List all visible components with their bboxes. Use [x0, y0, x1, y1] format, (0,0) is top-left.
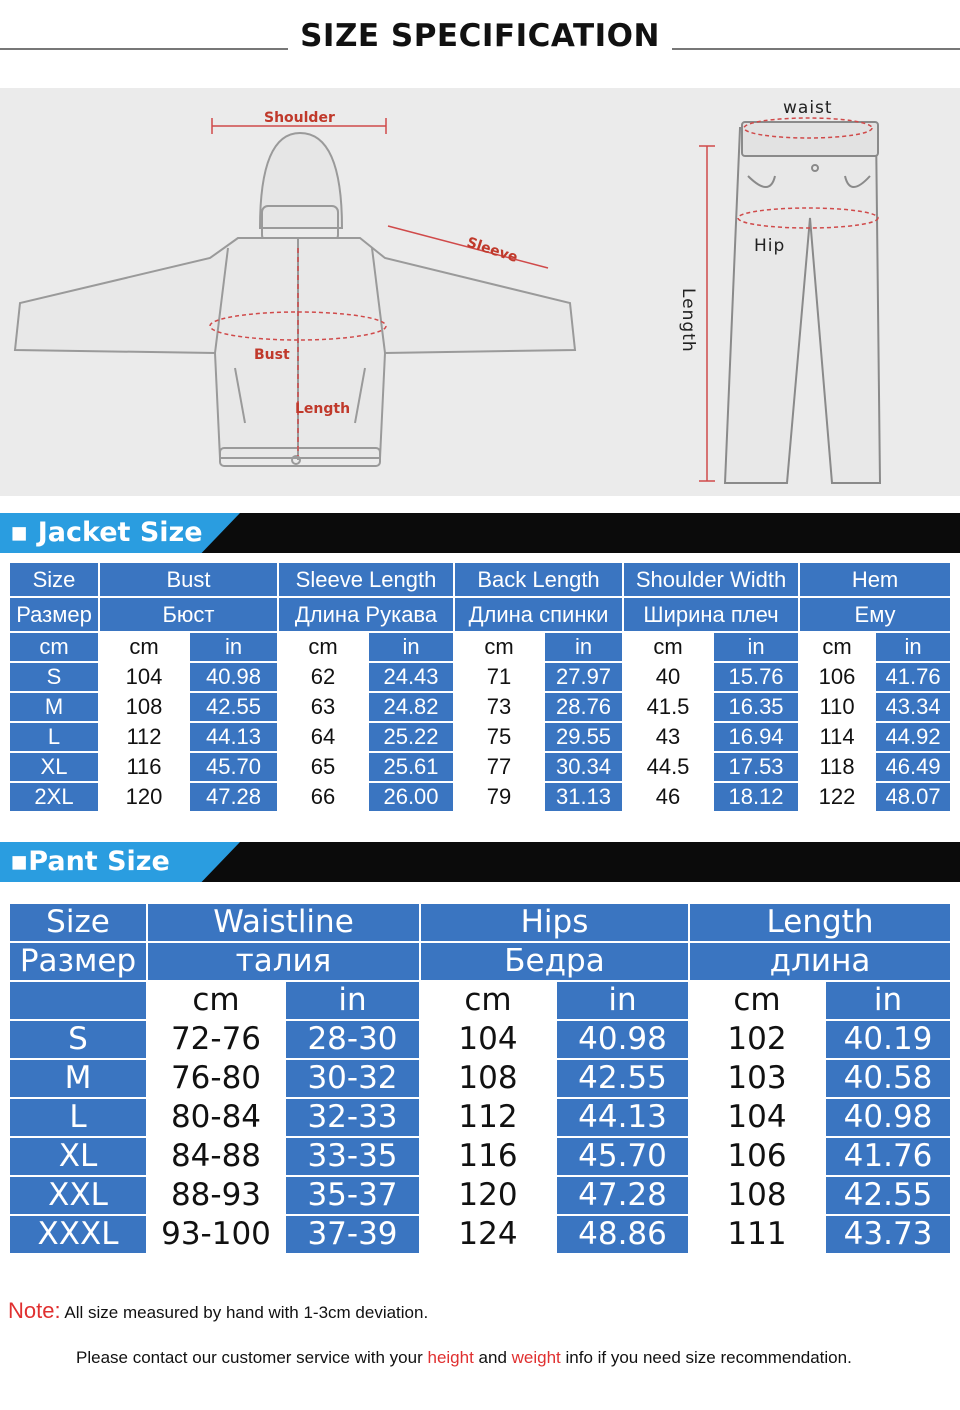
- jacket-sleeve-header-ru: Длина Рукава: [278, 597, 454, 632]
- page-title: SIZE SPECIFICATION: [288, 18, 672, 54]
- size-cell: XXXL: [9, 1215, 147, 1254]
- pant-size-table: [8, 902, 952, 1255]
- unit-cell: cm: [420, 981, 556, 1020]
- value-cell: 116: [99, 752, 189, 782]
- height-word: height: [427, 1348, 474, 1367]
- value-cell: 43.73: [825, 1215, 951, 1254]
- value-cell: 42.55: [189, 692, 278, 722]
- value-cell: 46: [623, 782, 713, 812]
- size-cell: L: [9, 722, 99, 752]
- value-cell: 75: [454, 722, 544, 752]
- value-cell: 33-35: [285, 1137, 420, 1176]
- table-row: [9, 1098, 951, 1137]
- value-cell: 44.5: [623, 752, 713, 782]
- unit-cell: cm: [9, 632, 99, 662]
- jacket-shoulder-header-ru: Ширина плеч: [623, 597, 799, 632]
- value-cell: 43: [623, 722, 713, 752]
- value-cell: 120: [420, 1176, 556, 1215]
- pant-units-row: [9, 981, 951, 1020]
- value-cell: 16.94: [713, 722, 799, 752]
- unit-cell: in: [544, 632, 623, 662]
- value-cell: 106: [689, 1137, 825, 1176]
- pant-header-en: [9, 903, 951, 942]
- unit-cell: cm: [99, 632, 189, 662]
- value-cell: 77: [454, 752, 544, 782]
- value-cell: 73: [454, 692, 544, 722]
- value-cell: 40.98: [556, 1020, 689, 1059]
- value-cell: 108: [689, 1176, 825, 1215]
- contact-text-a: Please contact our customer service with your: [76, 1348, 428, 1367]
- value-cell: 46.49: [875, 752, 951, 782]
- value-cell: 84-88: [147, 1137, 285, 1176]
- value-cell: 80-84: [147, 1098, 285, 1137]
- unit-cell: in: [825, 981, 951, 1020]
- jacket-back-header-ru: Длина спинки: [454, 597, 623, 632]
- pant-size-header-ru: Размер: [9, 942, 147, 981]
- value-cell: 108: [420, 1059, 556, 1098]
- value-cell: 40.58: [825, 1059, 951, 1098]
- value-cell: 41.76: [875, 662, 951, 692]
- pant-drawing: [725, 122, 880, 483]
- contact-and: and: [473, 1348, 512, 1367]
- jacket-section-band: [0, 513, 960, 553]
- unit-cell: cm: [689, 981, 825, 1020]
- table-row: [9, 1020, 951, 1059]
- unit-cell: cm: [278, 632, 368, 662]
- size-cell: L: [9, 1098, 147, 1137]
- jacket-size-table: [8, 561, 952, 813]
- value-cell: 48.86: [556, 1215, 689, 1254]
- weight-word: weight: [511, 1348, 561, 1367]
- value-cell: 41.76: [825, 1137, 951, 1176]
- value-cell: 47.28: [556, 1176, 689, 1215]
- value-cell: 25.22: [368, 722, 454, 752]
- value-cell: 17.53: [713, 752, 799, 782]
- pant-length-label: Length: [678, 288, 698, 353]
- note-line: [8, 1298, 428, 1324]
- pant-hips-header-ru: Бедра: [420, 942, 689, 981]
- value-cell: 111: [689, 1215, 825, 1254]
- unit-cell: in: [875, 632, 951, 662]
- jacket-size-header-ru: Размер: [9, 597, 99, 632]
- unit-cell: in: [556, 981, 689, 1020]
- pant-section-title: ▪Pant Size: [10, 846, 170, 877]
- value-cell: 104: [689, 1098, 825, 1137]
- value-cell: 106: [799, 662, 875, 692]
- note-text: All size measured by hand with 1-3cm deviation.: [64, 1303, 429, 1322]
- value-cell: 76-80: [147, 1059, 285, 1098]
- table-row: [9, 1137, 951, 1176]
- unit-cell: cm: [147, 981, 285, 1020]
- jacket-back-header: Back Length: [454, 562, 623, 597]
- pant-hips-header: Hips: [420, 903, 689, 942]
- value-cell: 28.76: [544, 692, 623, 722]
- note-label: Note:: [8, 1298, 61, 1323]
- value-cell: 37-39: [285, 1215, 420, 1254]
- jacket-bust-header: Bust: [99, 562, 278, 597]
- jacket-hem-header-ru: Ему: [799, 597, 951, 632]
- value-cell: 15.76: [713, 662, 799, 692]
- jacket-section-title: ▪ Jacket Size: [10, 517, 203, 548]
- size-cell: M: [9, 1059, 147, 1098]
- size-cell: XL: [9, 752, 99, 782]
- value-cell: 72-76: [147, 1020, 285, 1059]
- value-cell: 43.34: [875, 692, 951, 722]
- table-row: [9, 1059, 951, 1098]
- value-cell: 118: [799, 752, 875, 782]
- pant-size-header: Size: [9, 903, 147, 942]
- table-row: [9, 662, 951, 692]
- size-cell: 2XL: [9, 782, 99, 812]
- jacket-header-en: [9, 562, 951, 597]
- size-cell: XL: [9, 1137, 147, 1176]
- pant-waist-header: Waistline: [147, 903, 420, 942]
- table-row: [9, 1215, 951, 1254]
- jacket-units-row: [9, 632, 951, 662]
- value-cell: 104: [420, 1020, 556, 1059]
- value-cell: 79: [454, 782, 544, 812]
- unit-cell: cm: [454, 632, 544, 662]
- value-cell: 45.70: [556, 1137, 689, 1176]
- unit-cell: in: [285, 981, 420, 1020]
- unit-cell: cm: [623, 632, 713, 662]
- value-cell: 88-93: [147, 1176, 285, 1215]
- value-cell: 24.43: [368, 662, 454, 692]
- value-cell: 41.5: [623, 692, 713, 722]
- value-cell: 108: [99, 692, 189, 722]
- value-cell: 44.92: [875, 722, 951, 752]
- value-cell: 26.00: [368, 782, 454, 812]
- value-cell: 116: [420, 1137, 556, 1176]
- value-cell: 18.12: [713, 782, 799, 812]
- pant-waist-header-ru: талия: [147, 942, 420, 981]
- pant-length-header: Length: [689, 903, 951, 942]
- jacket-sleeve-header: Sleeve Length: [278, 562, 454, 597]
- jacket-size-header: Size: [9, 562, 99, 597]
- value-cell: 102: [689, 1020, 825, 1059]
- value-cell: 114: [799, 722, 875, 752]
- unit-cell: in: [713, 632, 799, 662]
- value-cell: 103: [689, 1059, 825, 1098]
- value-cell: 32-33: [285, 1098, 420, 1137]
- value-cell: 31.13: [544, 782, 623, 812]
- bust-label: Bust: [254, 347, 290, 363]
- value-cell: 44.13: [556, 1098, 689, 1137]
- value-cell: 40: [623, 662, 713, 692]
- value-cell: 64: [278, 722, 368, 752]
- value-cell: 45.70: [189, 752, 278, 782]
- jacket-header-ru: [9, 597, 951, 632]
- value-cell: 30-32: [285, 1059, 420, 1098]
- value-cell: 25.61: [368, 752, 454, 782]
- size-cell: S: [9, 662, 99, 692]
- sleeve-label: Sleeve: [464, 234, 520, 267]
- value-cell: 24.82: [368, 692, 454, 722]
- size-cell: S: [9, 1020, 147, 1059]
- value-cell: 16.35: [713, 692, 799, 722]
- hip-label: Hip: [754, 236, 786, 256]
- value-cell: 110: [799, 692, 875, 722]
- jacket-length-label: Length: [295, 401, 351, 417]
- value-cell: 65: [278, 752, 368, 782]
- value-cell: 30.34: [544, 752, 623, 782]
- table-row: [9, 1176, 951, 1215]
- value-cell: 48.07: [875, 782, 951, 812]
- title-area: [0, 0, 960, 88]
- pant-header-ru: [9, 942, 951, 981]
- waist-label: waist: [783, 98, 833, 118]
- value-cell: 44.13: [189, 722, 278, 752]
- jacket-bust-header-ru: Бюст: [99, 597, 278, 632]
- value-cell: 27.97: [544, 662, 623, 692]
- value-cell: 71: [454, 662, 544, 692]
- value-cell: 63: [278, 692, 368, 722]
- value-cell: 104: [99, 662, 189, 692]
- value-cell: 35-37: [285, 1176, 420, 1215]
- value-cell: 66: [278, 782, 368, 812]
- value-cell: 47.28: [189, 782, 278, 812]
- value-cell: 28-30: [285, 1020, 420, 1059]
- garment-illustration: [0, 88, 960, 496]
- jacket-hem-header: Hem: [799, 562, 951, 597]
- table-row: [9, 782, 951, 812]
- jacket-shoulder-header: Shoulder Width: [623, 562, 799, 597]
- contact-text-b: info if you need size recommendation.: [560, 1348, 852, 1367]
- value-cell: 93-100: [147, 1215, 285, 1254]
- value-cell: 62: [278, 662, 368, 692]
- size-cell: M: [9, 692, 99, 722]
- contact-line: [76, 1348, 852, 1368]
- value-cell: 120: [99, 782, 189, 812]
- value-cell: 122: [799, 782, 875, 812]
- value-cell: 40.19: [825, 1020, 951, 1059]
- value-cell: 40.98: [825, 1098, 951, 1137]
- value-cell: 29.55: [544, 722, 623, 752]
- unit-blank-cell: [9, 981, 147, 1020]
- table-row: [9, 692, 951, 722]
- size-diagram: [0, 88, 960, 496]
- value-cell: 112: [420, 1098, 556, 1137]
- pant-length-header-ru: длина: [689, 942, 951, 981]
- value-cell: 112: [99, 722, 189, 752]
- unit-cell: cm: [799, 632, 875, 662]
- table-row: [9, 752, 951, 782]
- unit-cell: in: [189, 632, 278, 662]
- value-cell: 42.55: [825, 1176, 951, 1215]
- shoulder-label: Shoulder: [264, 110, 335, 126]
- size-cell: XXL: [9, 1176, 147, 1215]
- value-cell: 40.98: [189, 662, 278, 692]
- pant-section-band: [0, 842, 960, 882]
- unit-cell: in: [368, 632, 454, 662]
- table-row: [9, 722, 951, 752]
- value-cell: 42.55: [556, 1059, 689, 1098]
- value-cell: 124: [420, 1215, 556, 1254]
